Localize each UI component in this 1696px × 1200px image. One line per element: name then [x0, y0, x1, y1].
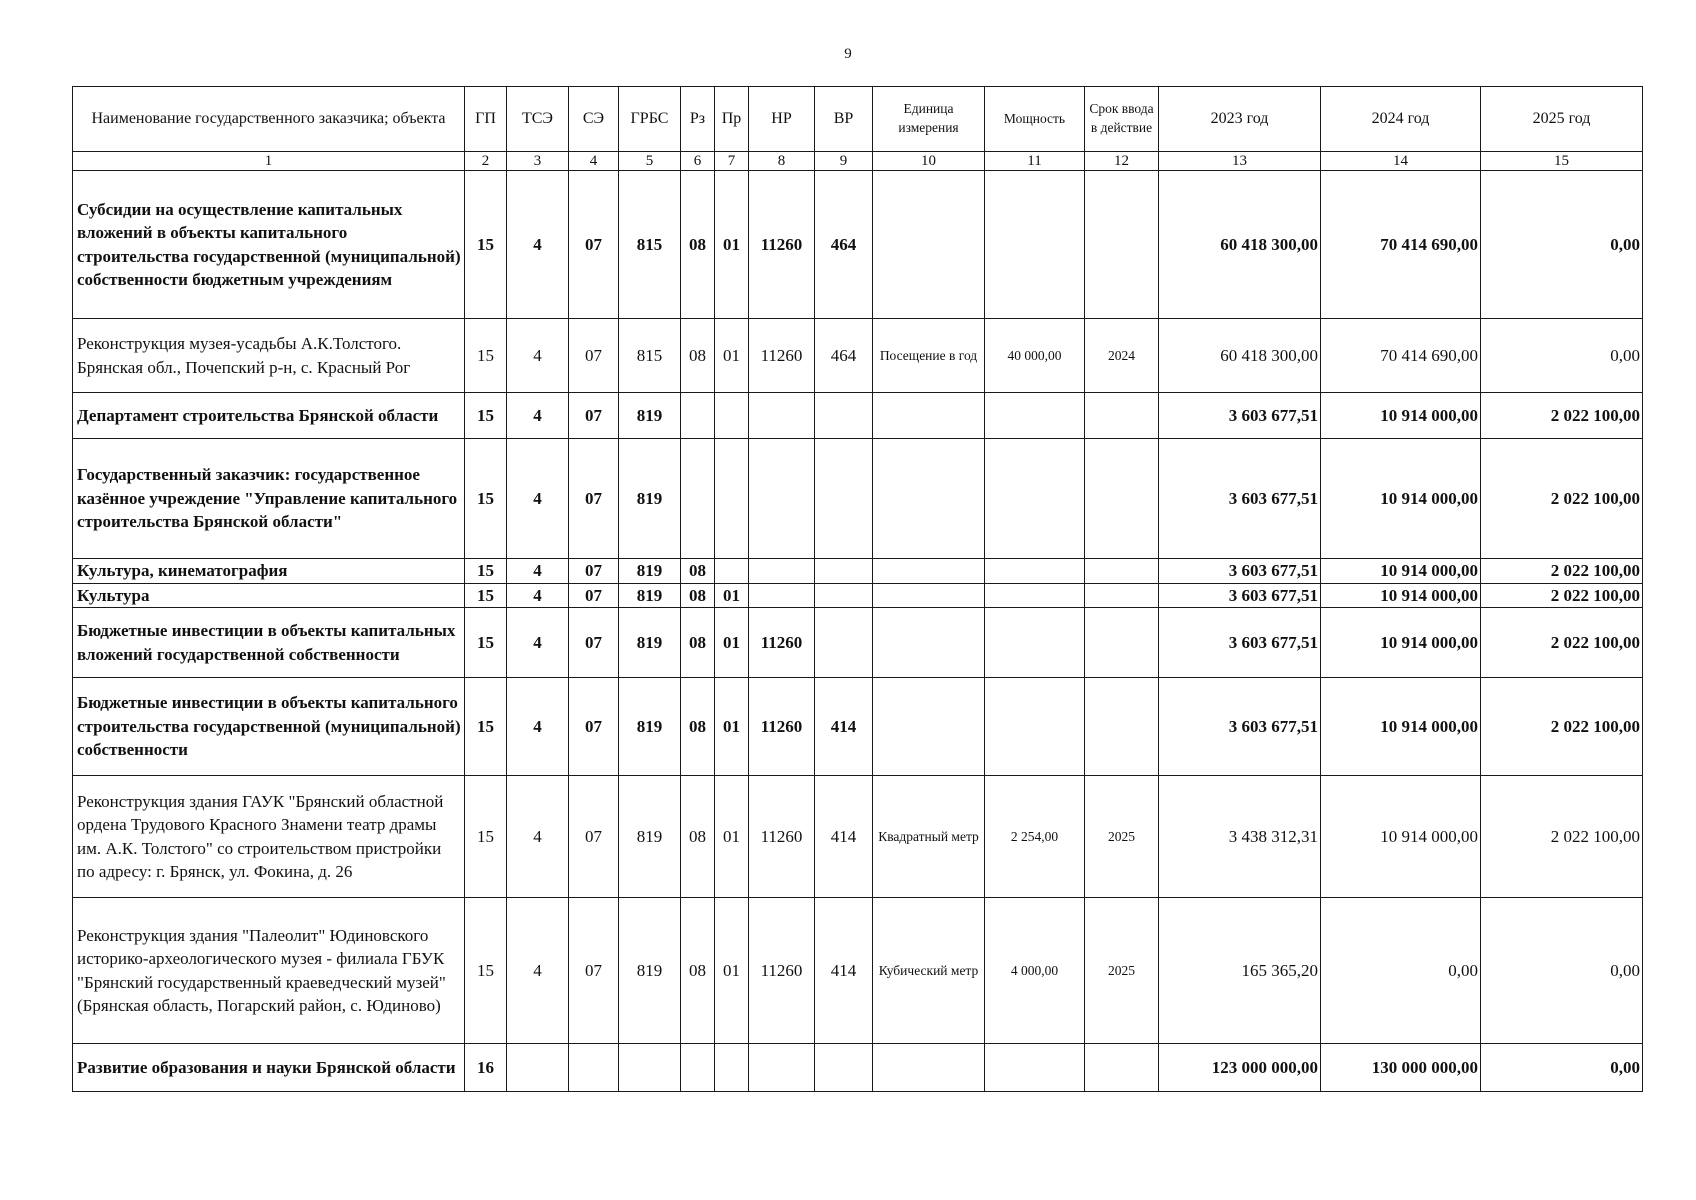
cell-amount-2025: 0,00: [1481, 1044, 1643, 1092]
cell-amount-2025: 0,00: [1481, 171, 1643, 319]
cell-vr: 464: [815, 319, 873, 393]
cell-tse: 4: [507, 898, 569, 1044]
cell-commission-date: [1085, 608, 1159, 678]
column-number: 1: [73, 152, 465, 171]
cell-amount-2023: 3 603 677,51: [1159, 393, 1321, 439]
cell-vr: [815, 608, 873, 678]
cell-pr: [715, 1044, 749, 1092]
table-row: [73, 393, 1643, 439]
cell-se: 07: [569, 776, 619, 898]
cell-grbs: 819: [619, 559, 681, 584]
column-number-row: [73, 152, 1643, 171]
column-number: 9: [815, 152, 873, 171]
column-number: 3: [507, 152, 569, 171]
cell-amount-2024: 10 914 000,00: [1321, 583, 1481, 608]
column-number: 13: [1159, 152, 1321, 171]
header-cell-2025: 2025 год: [1481, 87, 1643, 152]
cell-pr: 01: [715, 319, 749, 393]
cell-se: 07: [569, 319, 619, 393]
column-number: 11: [985, 152, 1085, 171]
cell-grbs: [619, 1044, 681, 1092]
cell-se: [569, 1044, 619, 1092]
column-number: 5: [619, 152, 681, 171]
cell-se: 07: [569, 171, 619, 319]
cell-amount-2024: 0,00: [1321, 898, 1481, 1044]
cell-rz: 08: [681, 559, 715, 584]
cell-nr: [749, 393, 815, 439]
cell-rz: 08: [681, 171, 715, 319]
table-row: [73, 898, 1643, 1044]
cell-vr: 414: [815, 678, 873, 776]
header-cell-pr: Пр: [715, 87, 749, 152]
cell-unit: [873, 439, 985, 559]
column-number: 10: [873, 152, 985, 171]
table-row: [73, 319, 1643, 393]
table-body: [73, 171, 1643, 1092]
column-number: 4: [569, 152, 619, 171]
cell-nr: 11260: [749, 171, 815, 319]
cell-amount-2024: 10 914 000,00: [1321, 678, 1481, 776]
cell-grbs: 815: [619, 319, 681, 393]
cell-amount-2023: 123 000 000,00: [1159, 1044, 1321, 1092]
cell-unit: Квадратный метр: [873, 776, 985, 898]
budget-table: [72, 86, 1643, 1092]
header-cell-gp: ГП: [465, 87, 507, 152]
cell-capacity: [985, 171, 1085, 319]
header-cell-rz: Рз: [681, 87, 715, 152]
cell-rz: [681, 1044, 715, 1092]
cell-amount-2024: 10 914 000,00: [1321, 393, 1481, 439]
cell-grbs: 819: [619, 776, 681, 898]
cell-pr: 01: [715, 678, 749, 776]
cell-amount-2023: 165 365,20: [1159, 898, 1321, 1044]
cell-amount-2024: 10 914 000,00: [1321, 439, 1481, 559]
cell-commission-date: [1085, 439, 1159, 559]
cell-amount-2024: 130 000 000,00: [1321, 1044, 1481, 1092]
cell-gp: 15: [465, 776, 507, 898]
cell-pr: 01: [715, 898, 749, 1044]
cell-gp: 15: [465, 393, 507, 439]
cell-commission-date: 2025: [1085, 776, 1159, 898]
cell-vr: 464: [815, 171, 873, 319]
cell-capacity: [985, 439, 1085, 559]
cell-unit: [873, 1044, 985, 1092]
cell-se: 07: [569, 393, 619, 439]
cell-grbs: 819: [619, 583, 681, 608]
cell-capacity: [985, 678, 1085, 776]
header-cell-grbs: ГРБС: [619, 87, 681, 152]
cell-nr: [749, 583, 815, 608]
cell-amount-2023: 3 603 677,51: [1159, 439, 1321, 559]
header-cell-capacity: Мощность: [985, 87, 1085, 152]
cell-nr: [749, 559, 815, 584]
cell-amount-2023: 3 603 677,51: [1159, 583, 1321, 608]
cell-nr: 11260: [749, 898, 815, 1044]
cell-unit: [873, 608, 985, 678]
cell-unit: [873, 583, 985, 608]
cell-rz: 08: [681, 776, 715, 898]
cell-pr: [715, 559, 749, 584]
cell-grbs: 815: [619, 171, 681, 319]
cell-tse: 4: [507, 583, 569, 608]
cell-nr: 11260: [749, 608, 815, 678]
cell-name: Департамент строительства Брянской области: [73, 393, 465, 439]
cell-capacity: [985, 583, 1085, 608]
cell-amount-2025: 2 022 100,00: [1481, 583, 1643, 608]
cell-name: Культура, кинематография: [73, 559, 465, 584]
cell-unit: [873, 393, 985, 439]
cell-tse: 4: [507, 776, 569, 898]
cell-nr: 11260: [749, 319, 815, 393]
cell-amount-2025: 2 022 100,00: [1481, 608, 1643, 678]
cell-se: 07: [569, 608, 619, 678]
header-cell-vr: ВР: [815, 87, 873, 152]
cell-amount-2024: 70 414 690,00: [1321, 319, 1481, 393]
cell-commission-date: [1085, 1044, 1159, 1092]
cell-capacity: [985, 559, 1085, 584]
cell-nr: 11260: [749, 776, 815, 898]
cell-amount-2024: 10 914 000,00: [1321, 608, 1481, 678]
table-row: [73, 583, 1643, 608]
cell-pr: [715, 439, 749, 559]
column-number: 6: [681, 152, 715, 171]
column-number: 15: [1481, 152, 1643, 171]
cell-rz: 08: [681, 608, 715, 678]
cell-gp: 15: [465, 898, 507, 1044]
cell-amount-2025: 0,00: [1481, 319, 1643, 393]
header-cell-se: СЭ: [569, 87, 619, 152]
cell-rz: 08: [681, 678, 715, 776]
cell-rz: 08: [681, 898, 715, 1044]
cell-grbs: 819: [619, 678, 681, 776]
cell-amount-2025: 2 022 100,00: [1481, 678, 1643, 776]
cell-unit: [873, 559, 985, 584]
cell-pr: 01: [715, 171, 749, 319]
cell-tse: [507, 1044, 569, 1092]
header-cell-tse: ТСЭ: [507, 87, 569, 152]
header-cell-nr: НР: [749, 87, 815, 152]
cell-amount-2025: 2 022 100,00: [1481, 776, 1643, 898]
cell-name: Реконструкция музея-усадьбы А.К.Толстого. Брянская обл., Почепский р-н, с. Красный Рог: [73, 319, 465, 393]
cell-tse: 4: [507, 171, 569, 319]
cell-nr: 11260: [749, 678, 815, 776]
header-cell-name: Наименование государственного заказчика; объекта: [73, 87, 465, 152]
cell-tse: 4: [507, 439, 569, 559]
cell-gp: 15: [465, 559, 507, 584]
cell-commission-date: 2025: [1085, 898, 1159, 1044]
cell-nr: [749, 439, 815, 559]
cell-amount-2025: 2 022 100,00: [1481, 559, 1643, 584]
cell-grbs: 819: [619, 898, 681, 1044]
cell-pr: [715, 393, 749, 439]
cell-amount-2024: 10 914 000,00: [1321, 559, 1481, 584]
cell-commission-date: [1085, 559, 1159, 584]
cell-amount-2023: 60 418 300,00: [1159, 319, 1321, 393]
column-number: 7: [715, 152, 749, 171]
page-number: 9: [844, 46, 852, 62]
cell-commission-date: [1085, 393, 1159, 439]
cell-rz: [681, 393, 715, 439]
table-row: [73, 439, 1643, 559]
cell-rz: 08: [681, 319, 715, 393]
cell-capacity: 4 000,00: [985, 898, 1085, 1044]
cell-gp: 15: [465, 608, 507, 678]
cell-amount-2025: 2 022 100,00: [1481, 439, 1643, 559]
header-cell-commission-date: Срок ввода в действие: [1085, 87, 1159, 152]
cell-name: Государственный заказчик: государственное казённое учреждение "Управление капитального строительства Брянской области": [73, 439, 465, 559]
cell-grbs: 819: [619, 393, 681, 439]
header-row: [73, 87, 1643, 152]
header-cell-2024: 2024 год: [1321, 87, 1481, 152]
cell-gp: 15: [465, 319, 507, 393]
cell-vr: [815, 559, 873, 584]
cell-vr: [815, 439, 873, 559]
cell-gp: 15: [465, 678, 507, 776]
table-row: [73, 171, 1643, 319]
header-cell-2023: 2023 год: [1159, 87, 1321, 152]
cell-amount-2023: 3 438 312,31: [1159, 776, 1321, 898]
cell-se: 07: [569, 583, 619, 608]
column-number: 2: [465, 152, 507, 171]
cell-amount-2023: 3 603 677,51: [1159, 678, 1321, 776]
column-number: 14: [1321, 152, 1481, 171]
cell-gp: 16: [465, 1044, 507, 1092]
cell-capacity: 2 254,00: [985, 776, 1085, 898]
table-row: [73, 678, 1643, 776]
cell-unit: Кубический метр: [873, 898, 985, 1044]
cell-capacity: 40 000,00: [985, 319, 1085, 393]
cell-se: 07: [569, 439, 619, 559]
cell-capacity: [985, 393, 1085, 439]
cell-name: Бюджетные инвестиции в объекты капитальных вложений государственной собственности: [73, 608, 465, 678]
cell-gp: 15: [465, 171, 507, 319]
header-cell-unit: Единица измерения: [873, 87, 985, 152]
cell-vr: [815, 393, 873, 439]
cell-vr: [815, 1044, 873, 1092]
cell-vr: [815, 583, 873, 608]
cell-gp: 15: [465, 439, 507, 559]
cell-amount-2023: 60 418 300,00: [1159, 171, 1321, 319]
cell-vr: 414: [815, 776, 873, 898]
cell-tse: 4: [507, 319, 569, 393]
cell-unit: Посещение в год: [873, 319, 985, 393]
cell-amount-2024: 10 914 000,00: [1321, 776, 1481, 898]
table-row: [73, 1044, 1643, 1092]
cell-vr: 414: [815, 898, 873, 1044]
table-row: [73, 559, 1643, 584]
cell-pr: 01: [715, 776, 749, 898]
cell-amount-2025: 2 022 100,00: [1481, 393, 1643, 439]
cell-se: 07: [569, 678, 619, 776]
cell-name: Реконструкция здания "Палеолит" Юдиновского историко-археологического музея - филиала ГБУК "Брянский государственный краеведческий музей" (Брянская область, Погарский район, с. Юдиново): [73, 898, 465, 1044]
cell-capacity: [985, 1044, 1085, 1092]
cell-gp: 15: [465, 583, 507, 608]
cell-capacity: [985, 608, 1085, 678]
cell-tse: 4: [507, 678, 569, 776]
cell-unit: [873, 171, 985, 319]
cell-name: Реконструкция здания ГАУК "Брянский областной ордена Трудового Красного Знамени театр драмы им. А.К. Толстого" со строительством пристройки по адресу: г. Брянск, ул. Фокина, д. 26: [73, 776, 465, 898]
cell-commission-date: [1085, 678, 1159, 776]
cell-amount-2023: 3 603 677,51: [1159, 608, 1321, 678]
cell-tse: 4: [507, 559, 569, 584]
cell-rz: [681, 439, 715, 559]
cell-pr: 01: [715, 583, 749, 608]
cell-commission-date: [1085, 171, 1159, 319]
cell-grbs: 819: [619, 608, 681, 678]
cell-rz: 08: [681, 583, 715, 608]
cell-tse: 4: [507, 393, 569, 439]
column-number: 12: [1085, 152, 1159, 171]
column-number: 8: [749, 152, 815, 171]
cell-name: Субсидии на осуществление капитальных вложений в объекты капитального строительства государственной (муниципальной) собственности бюджетным учреждениям: [73, 171, 465, 319]
cell-commission-date: 2024: [1085, 319, 1159, 393]
cell-nr: [749, 1044, 815, 1092]
cell-amount-2024: 70 414 690,00: [1321, 171, 1481, 319]
cell-se: 07: [569, 559, 619, 584]
cell-commission-date: [1085, 583, 1159, 608]
table-row: [73, 776, 1643, 898]
cell-pr: 01: [715, 608, 749, 678]
cell-unit: [873, 678, 985, 776]
cell-amount-2023: 3 603 677,51: [1159, 559, 1321, 584]
table-row: [73, 608, 1643, 678]
cell-grbs: 819: [619, 439, 681, 559]
cell-tse: 4: [507, 608, 569, 678]
cell-name: Культура: [73, 583, 465, 608]
cell-amount-2025: 0,00: [1481, 898, 1643, 1044]
cell-se: 07: [569, 898, 619, 1044]
cell-name: Развитие образования и науки Брянской области: [73, 1044, 465, 1092]
cell-name: Бюджетные инвестиции в объекты капитального строительства государственной (муниципальной) собственности: [73, 678, 465, 776]
